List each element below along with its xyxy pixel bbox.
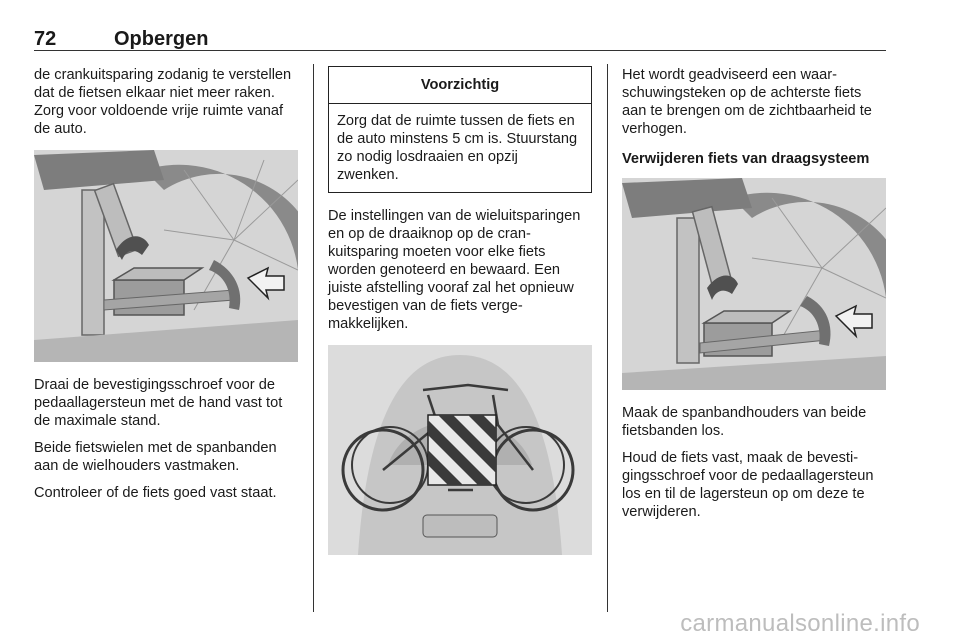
check-paragraph: Controleer of de fiets goed vast staat. [34,485,277,501]
page-number: 72 [34,28,57,50]
bike-removal-illustration [622,178,886,390]
caution-box [328,66,592,193]
header-rule [34,50,886,51]
straps-paragraph: Beide fietswielen met de spanbanden aan de wielhouders vastmaken. [34,440,277,474]
screw-paragraph: Draai de bevestigingsschroef voor de pedaallagersteun met de hand vast tot de maximale stand. [34,377,283,429]
column-1 [34,66,298,511]
intro-paragraph: de crankuitsparing zodanig te verstellen dat de fietsen elkaar niet meer raken. Zorg voor voldoende vrije ruimte vanaf de auto. [34,67,292,137]
hold-bike-paragraph: Houd de fiets vast, maak de bevestigingsschroef voor de pedaallagersteun los en til de lagersteun op om deze te verwijderen. [622,450,874,520]
watermark: carmanualsonline.info [680,610,920,637]
bike-carrier-warning-sign-illustration [328,345,592,555]
column-divider-1 [313,64,314,612]
column-3 [622,66,888,530]
loosen-straps-paragraph: Maak de spanbandhouders van beide fietsbanden los. [622,405,867,439]
removal-subheading: Verwijderen fiets van draagsysteem [622,151,870,167]
pedal-bracket-illustration [34,150,298,362]
caution-text: Zorg dat de ruimte tussen de fiets en de auto minstens 5 cm is. Stuurstang zo nodig losdraaien en opzij zwenken. [337,113,578,183]
page-header [34,24,886,50]
column-2 [328,66,592,569]
settings-paragraph: De instellingen van de wieluitsparingen en op de draaiknop op de crankuitsparing moeten voor elke fiets worden genoteerd en bewaard. Een juiste afstelling vooraf zal het opnieuw bevestigen van de fiets vergemakkelijken. [328,208,581,332]
section-title: Opbergen [114,28,209,50]
column-divider-2 [607,64,608,612]
warning-sign-paragraph: Het wordt geadviseerd een waarschuwingsteken op de achterste fiets aan te brengen om de zichtbaarheid te verhogen. [622,67,872,137]
caution-title: Voorzichtig [329,67,591,104]
